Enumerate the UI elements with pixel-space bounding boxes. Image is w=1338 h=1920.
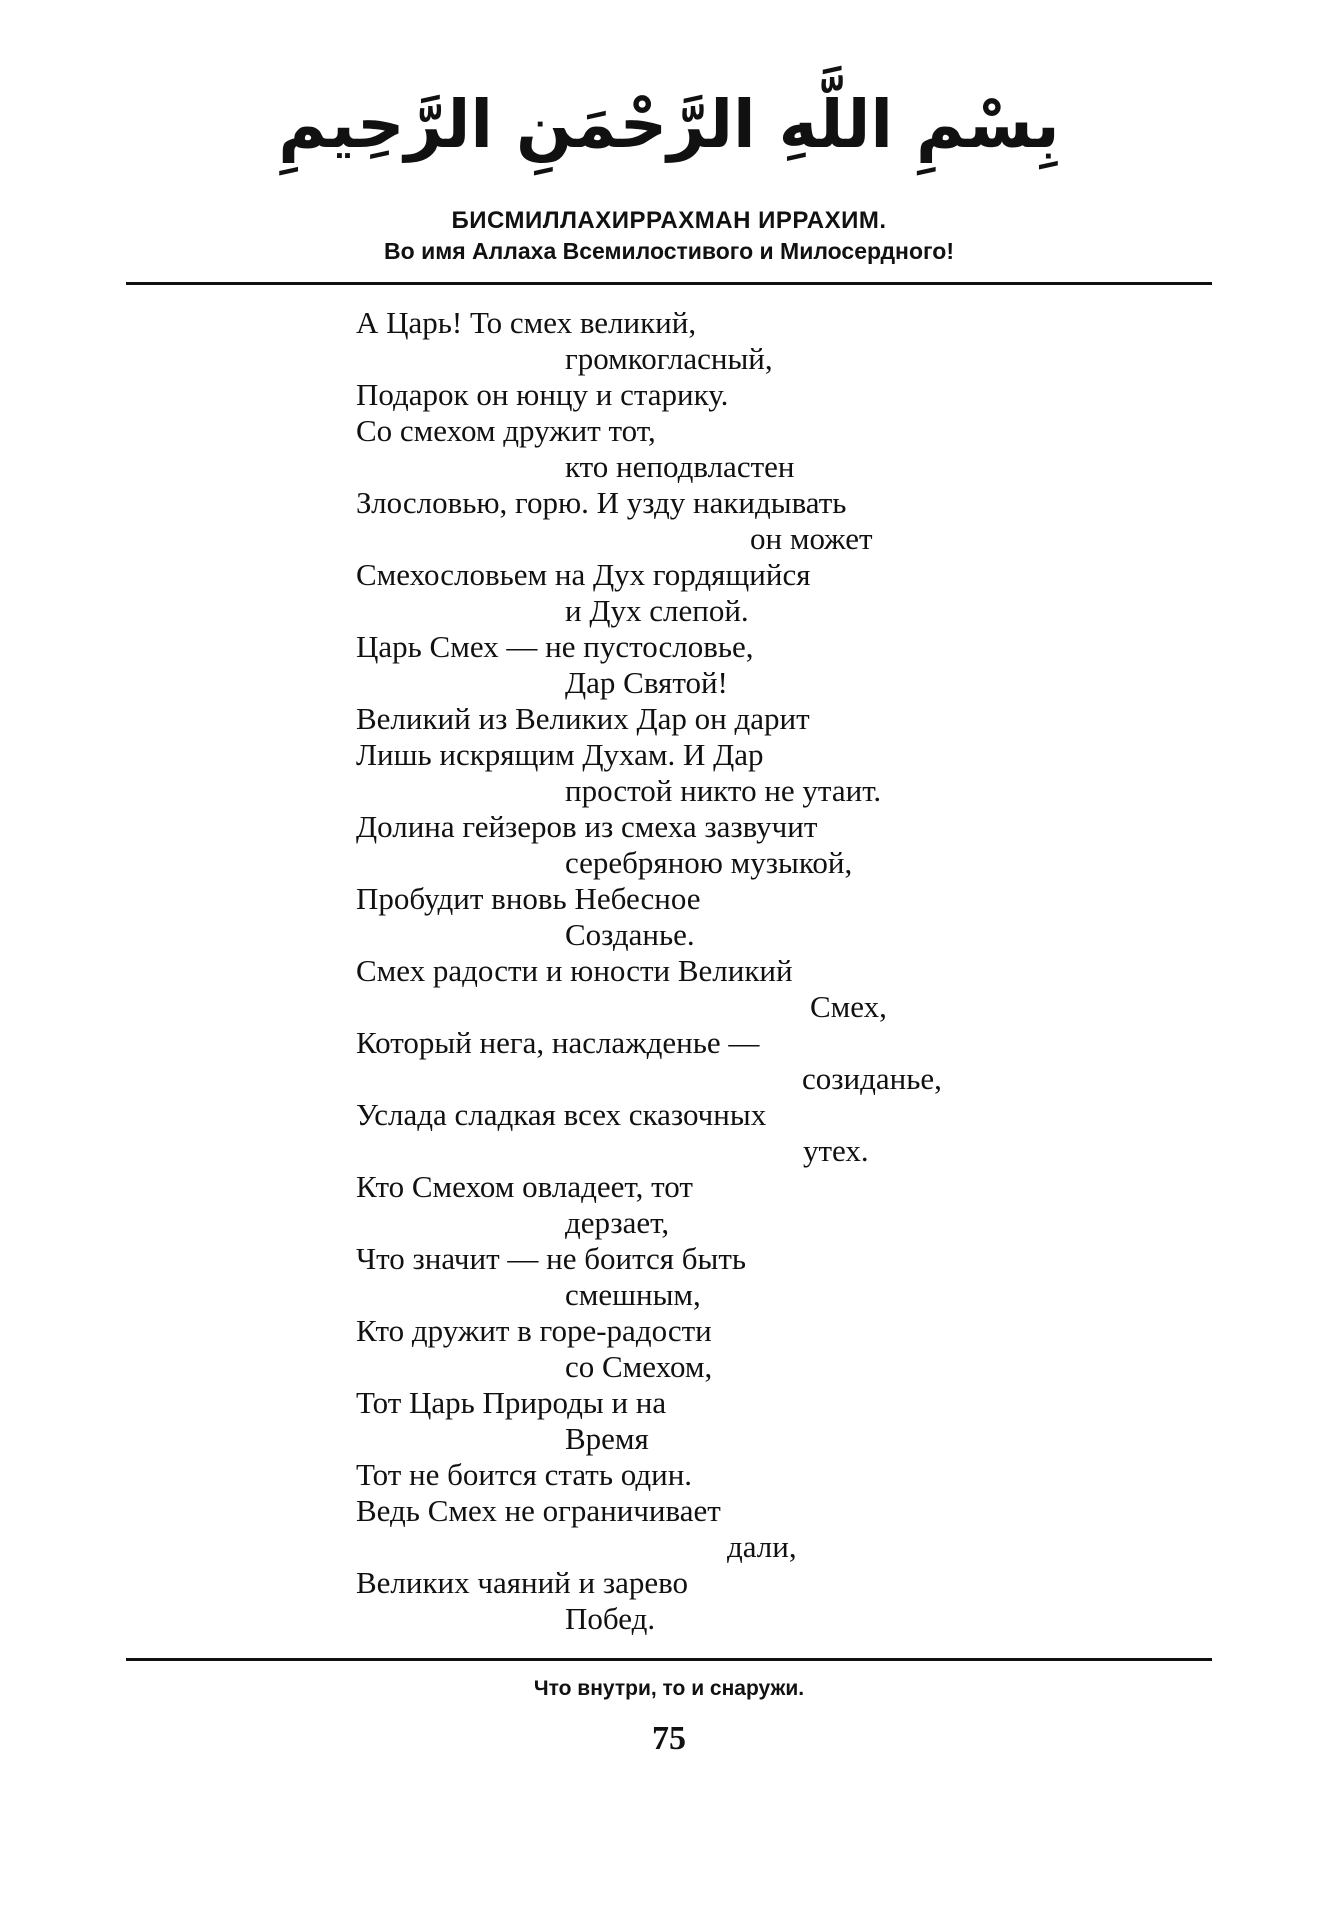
poem-line: Кто Смехом овладеет, тот <box>356 1169 693 1204</box>
poem-line: Со смехом дружит тот, <box>356 413 656 448</box>
poem-line-continuation: он может <box>750 521 873 556</box>
poem-line: Ведь Смех не ограничивает <box>356 1493 721 1528</box>
poem-line-continuation: дерзает, <box>565 1205 670 1240</box>
poem-line: Лишь искрящим Духам. И Дар <box>356 737 764 772</box>
poem-line-continuation: дали, <box>727 1529 797 1564</box>
poem-line: Смехословьем на Дух гордящийся <box>356 557 811 592</box>
poem-line: Тот не боится стать один. <box>356 1457 693 1492</box>
header-subtitle: Во имя Аллаха Всемилостивого и Милосердного! <box>384 238 954 264</box>
bottom-divider <box>126 1658 1212 1661</box>
page-number: 75 <box>652 1720 686 1757</box>
poem-line: Услада сладкая всех сказочных <box>356 1097 767 1132</box>
poem-line-continuation: и Дух слепой. <box>565 593 749 628</box>
poem-line: Пробудит вновь Небесное <box>356 881 701 916</box>
poem-line-continuation: Время <box>565 1421 649 1456</box>
poem-line: Долина гейзеров из смеха зазвучит <box>356 809 818 844</box>
poem-line-continuation: утех. <box>803 1133 869 1168</box>
poem-line-continuation: Смех, <box>810 989 887 1024</box>
poem-line: Тот Царь Природы и на <box>356 1385 667 1420</box>
header-title: БИСМИЛЛАХИРРАХМАН ИРРАХИМ. <box>451 207 887 234</box>
poem-line: Злословью, горю. И узду накидывать <box>356 485 847 520</box>
poem-line-continuation: Побед. <box>565 1601 656 1636</box>
poem-line: Кто дружит в горе-радости <box>356 1313 712 1348</box>
poem-line: Подарок он юнцу и старику. <box>356 377 729 412</box>
footer-motto: Что внутри, то и снаружи. <box>533 1677 805 1700</box>
poem-line: Великий из Великих Дар он дарит <box>356 701 810 736</box>
bismillah-calligraphy: بِسْمِ اللَّهِ الرَّحْمَنِ الرَّحِيمِ <box>278 86 1060 163</box>
poem-line-continuation: Дар Святой! <box>565 665 728 700</box>
poem-line-continuation: созиданье, <box>802 1061 942 1096</box>
poem-line: А Царь! То смех великий, <box>356 305 697 340</box>
poem-line-continuation: смешным, <box>565 1277 701 1312</box>
poem-line: Царь Смех — не пустословье, <box>356 629 754 664</box>
poem-line-continuation: кто неподвластен <box>565 449 795 484</box>
top-divider <box>126 282 1212 285</box>
poem-line-continuation: Созданье. <box>565 917 695 952</box>
poem-line: Который нега, наслажденье — <box>356 1025 760 1060</box>
poem-line-continuation: громкогласный, <box>565 341 773 376</box>
poem-line-continuation: серебряною музыкой, <box>565 845 853 880</box>
poem-line: Что значит — не боится быть <box>356 1241 747 1276</box>
poem-line: Смех радости и юности Великий <box>356 953 793 988</box>
poem-line-continuation: со Смехом, <box>565 1349 713 1384</box>
poem-line: Великих чаяний и зарево <box>356 1565 689 1600</box>
poem-line-continuation: простой никто не утаит. <box>565 773 882 808</box>
